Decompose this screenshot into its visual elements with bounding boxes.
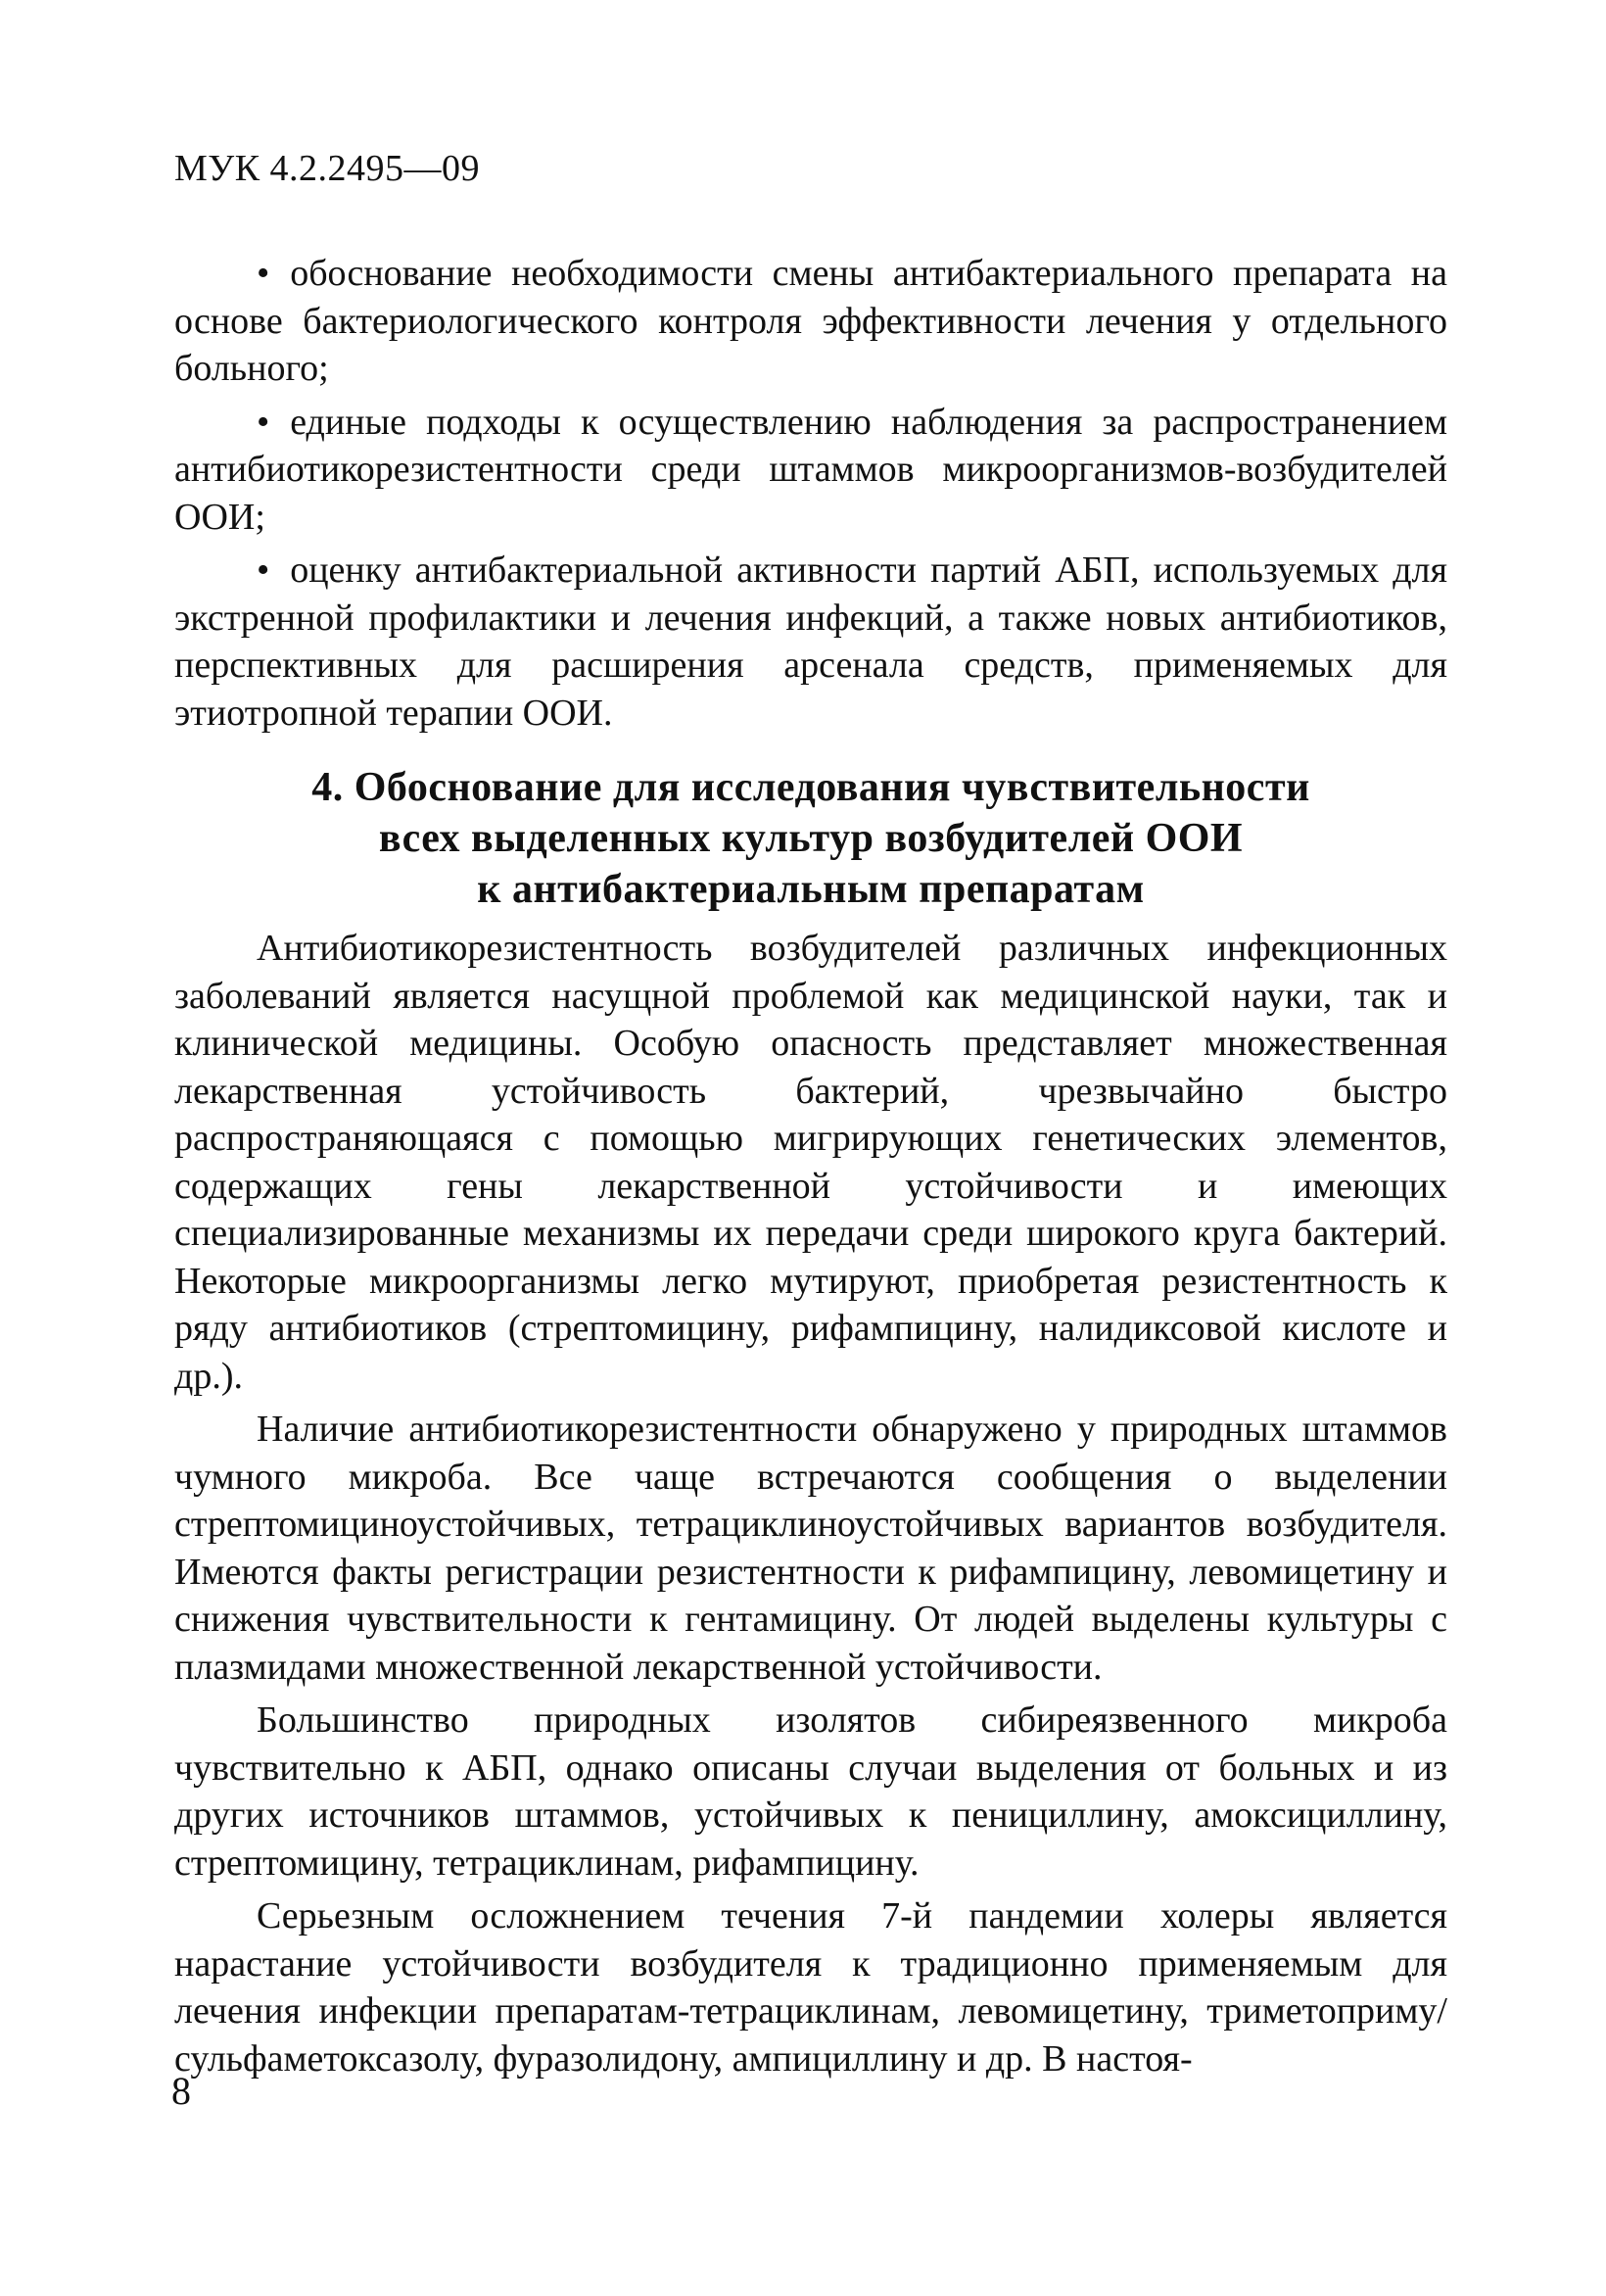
section-heading-line: 4. Обоснование для исследования чувствительности [311, 765, 1310, 810]
bullet-text: оценку антибактериальной активности партий АБП, используемых для экстренной профилактики и лечения инфекций, а также новых антибиотиков, перспективных для расширения арсенала средств, применяемых для этиотропной терапии ООИ. [174, 550, 1447, 734]
bullet-item [174, 399, 1447, 542]
bullet-item [174, 547, 1447, 737]
body-paragraph: Наличие антибиотикорезистентности обнаружено у природных штаммов чумного микроба. Все чаще встречаются сообщения о выделении стрептомициноустойчивых, тетрациклиноустойчивых вариантов возбудителя. Имеются факты регистрации резистентности к рифампицину, левомицетину и снижения чувствительности к гентамицину. От людей выделены культуры с плазмидами множественной лекарственной устойчивости. [174, 1409, 1447, 1688]
section-heading [174, 762, 1447, 915]
page-number: 8 [171, 2069, 191, 2113]
body-paragraph: Антибиотикорезистентность возбудителей различных инфекционных заболеваний является насущной проблемой как медицинской науки, так и клинической медицины. Особую опасность представляет множественная лекарственная устойчивость бактерий, чрезвычайно быстро распространяющаяся с помощью мигрирующих генетических элементов, содержащих гены лекарственной устойчивости и имеющих специализированные механизмы их передачи среди широкого круга бактерий. Некоторые микроорганизмы легко мутируют, приобретая резистентность к ряду антибиотиков (стрептомицину, рифампицину, налидиксовой кислоте и др.). [174, 928, 1447, 1397]
bullet-icon: • [257, 550, 270, 591]
document-header: МУК 4.2.2495—09 [174, 148, 481, 189]
body-paragraph: Большинство природных изолятов сибиреязвенного микроба чувствительно к АБП, однако описаны случаи выделения от больных и из других источников штаммов, устойчивых к пенициллину, амоксициллину, стрептомицину, тетрациклинам, рифампицину. [174, 1699, 1447, 1884]
bullet-text: единые подходы к осуществлению наблюдения за распространением антибиотикорезистентности среди штаммов микроорганизмов-возбудителей ООИ; [174, 401, 1447, 538]
bullet-icon: • [257, 401, 270, 443]
bullet-text: обоснование необходимости смены антибактериального препарата на основе бактериологического контроля эффективности лечения у отдельного больного; [174, 253, 1447, 389]
body-paragraph: Серьезным осложнением течения 7-й пандемии холеры является нарастание устойчивости возбудителя к традиционно применяемым для лечения инфекции препаратам-тетрациклинам, левомицетину, триметоприму/сульфаметоксазолу, фуразолидону, ампициллину и др. В настоя- [174, 1895, 1447, 2080]
section-heading-line: всех выделенных культур возбудителей ООИ [378, 816, 1244, 861]
bullet-item [174, 250, 1447, 393]
section-heading-line: к антибактериальным препаратам [477, 867, 1145, 912]
document-body [174, 250, 1447, 2088]
bullet-icon: • [257, 253, 270, 294]
